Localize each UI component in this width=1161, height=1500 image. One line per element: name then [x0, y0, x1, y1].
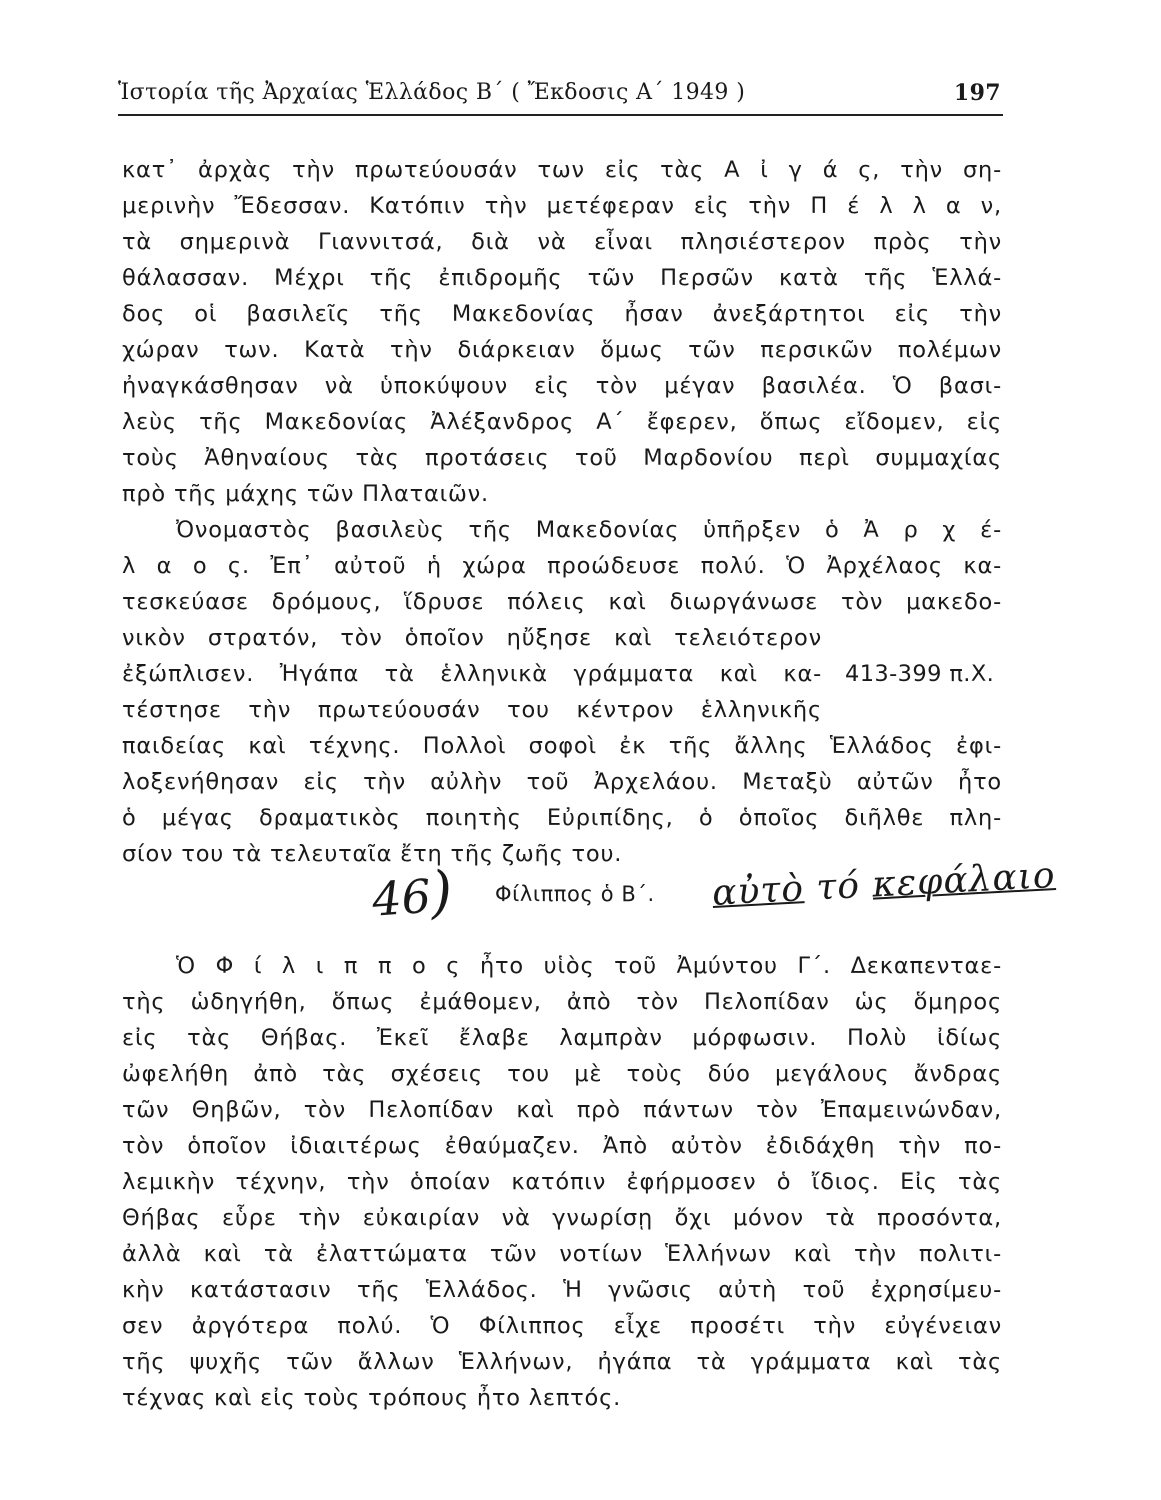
text-line: χώραν των. Κατὰ τὴν διάρκειαν ὅμως τῶν περσικῶν πολέμων	[122, 337, 1002, 363]
text-line: Ὀνομαστὸς βασιλεὺς τῆς Μακεδονίας ὑπῆρξεν ὁ Ἀ ρ χ έ-	[176, 517, 1002, 543]
text-line: Ὁ Φ ί λ ι π π ο ς ἦτο υἱὸς τοῦ Ἀμύντου Γ΄. Δεκαπενταε-	[176, 953, 1002, 979]
text-line: μερινὴν Ἔδεσσαν. Κατόπιν τὴν μετέφεραν εἰς τὴν Π έ λ λ α ν,	[122, 193, 1002, 219]
text-line: λοξενήθησαν εἰς τὴν αὐλὴν τοῦ Ἀρχελάου. Μεταξὺ αὐτῶν ἦτο	[122, 769, 1002, 795]
handwritten-annotation: αὐτὸ τό κεφάλαιο	[711, 855, 1057, 914]
text-line: τὴς ὡδηγήθη, ὅπως ἐμάθομεν, ἀπὸ τὸν Πελοπίδαν ὡς ὅμηρος	[122, 989, 1002, 1015]
text-line: τῶν Θηβῶν, τὸν Πελοπίδαν καὶ πρὸ πάντων τὸν Ἐπαμεινώνδαν,	[122, 1097, 1002, 1123]
text-line: παιδείας καὶ τέχνης. Πολλοὶ σοφοὶ ἐκ τῆς ἄλλης Ἑλλάδος ἐφι-	[122, 733, 1002, 759]
text-line: κατ᾽ ἀρχὰς τὴν πρωτεύουσάν των εἰς τὰς Α ἰ γ ά ς, τὴν ση-	[122, 157, 1002, 183]
text-line: λεὺς τῆς Μακεδονίας Ἀλέξανδρος Α΄ ἔφερεν, ὅπως εἴδομεν, εἰς	[122, 409, 1002, 435]
text-line: ἀλλὰ καὶ τὰ ἐλαττώματα τῶν νοτίων Ἑλλήνων καὶ τὴν πολιτι-	[122, 1241, 1002, 1267]
text-line: νικὸν στρατόν, τὸν ὁποῖον ηὔξησε καὶ τελειότερον	[122, 625, 822, 651]
text-line: λεμικὴν τέχνην, τὴν ὁποίαν κατόπιν ἐφήρμοσεν ὁ ἴδιος. Εἰς τὰς	[122, 1169, 1002, 1195]
page-number: 197	[953, 80, 1001, 106]
text-line: ὠφελήθη ἀπὸ τὰς σχέσεις του μὲ τοὺς δύο μεγάλους ἄνδρας	[122, 1061, 1002, 1087]
text-line: ἐξώπλισεν. Ἠγάπα τὰ ἑλληνικὰ γράμματα καὶ κα-	[122, 661, 822, 687]
running-title: Ἱστορία τῆς Ἀρχαίας Ἑλλάδος Β΄ ( Ἔκδοσις Α΄ 1949 )	[118, 80, 746, 105]
handwritten-section-number: 46)	[370, 859, 455, 927]
text-line: τεσκεύασε δρόμους, ἵδρυσε πόλεις καὶ διωργάνωσε τὸν μακεδο-	[122, 589, 1002, 615]
text-line: σίον του τὰ τελευταῖα ἔτη τῆς ζωῆς του.	[122, 841, 623, 867]
section-heading	[370, 855, 1057, 930]
text-line: τοὺς Ἀθηναίους τὰς προτάσεις τοῦ Μαρδονίου περὶ συμμαχίας	[122, 445, 1002, 471]
text-line: τῆς ψυχῆς τῶν ἄλλων Ἑλλήνων, ἠγάπα τὰ γράμματα καὶ τὰς	[122, 1349, 1002, 1375]
text-line: Θήβας εὗρε τὴν εὐκαιρίαν νὰ γνωρίσῃ ὄχι μόνον τὰ προσόντα,	[122, 1205, 1002, 1231]
text-line: δος οἱ βασιλεῖς τῆς Μακεδονίας ἦσαν ἀνεξάρτητοι εἰς τὴν	[122, 301, 1002, 327]
page-header	[118, 74, 1003, 116]
section-title: Φίλιππος ὁ Β΄.	[495, 882, 655, 906]
text-line: κὴν κατάστασιν τῆς Ἑλλάδος. Ἡ γνῶσις αὐτὴ τοῦ ἐχρησίμευ-	[122, 1277, 1002, 1303]
margin-date-note: 413-399 π.Χ.	[845, 661, 995, 687]
text-line: εἰς τὰς Θήβας. Ἐκεῖ ἔλαβε λαμπρὰν μόρφωσιν. Πολὺ ἰδίως	[122, 1025, 1002, 1051]
text-line: τὸν ὁποῖον ἰδιαιτέρως ἐθαύμαζεν. Ἀπὸ αὐτὸν ἐδιδάχθη τὴν πο-	[122, 1133, 1002, 1159]
text-line: τὰ σημερινὰ Γιαννιτσά, διὰ νὰ εἶναι πλησιέστερον πρὸς τὴν	[122, 229, 1002, 255]
text-line: σεν ἀργότερα πολύ. Ὁ Φίλιππος εἶχε προσέτι τὴν εὐγένειαν	[122, 1313, 1002, 1339]
text-line: πρὸ τῆς μάχης τῶν Πλαταιῶν.	[122, 481, 489, 507]
text-line: ὁ μέγας δραματικὸς ποιητὴς Εὐριπίδης, ὁ ὁποῖος διῆλθε πλη-	[122, 805, 1002, 831]
text-line: τέχνας καὶ εἰς τοὺς τρόπους ἦτο λεπτός.	[122, 1385, 622, 1411]
text-line: λ α ο ς. Ἐπ᾽ αὐτοῦ ἡ χώρα προώδευσε πολύ. Ὁ Ἀρχέλαος κα-	[122, 553, 1002, 579]
text-line: θάλασσαν. Μέχρι τῆς ἐπιδρομῆς τῶν Περσῶν κατὰ τῆς Ἑλλά-	[122, 265, 1002, 291]
text-line: τέστησε τὴν πρωτεύουσάν του κέντρον ἑλληνικῆς	[122, 697, 822, 723]
text-line: ἠναγκάσθησαν νὰ ὑποκύψουν εἰς τὸν μέγαν βασιλέα. Ὁ βασι-	[122, 373, 1002, 399]
